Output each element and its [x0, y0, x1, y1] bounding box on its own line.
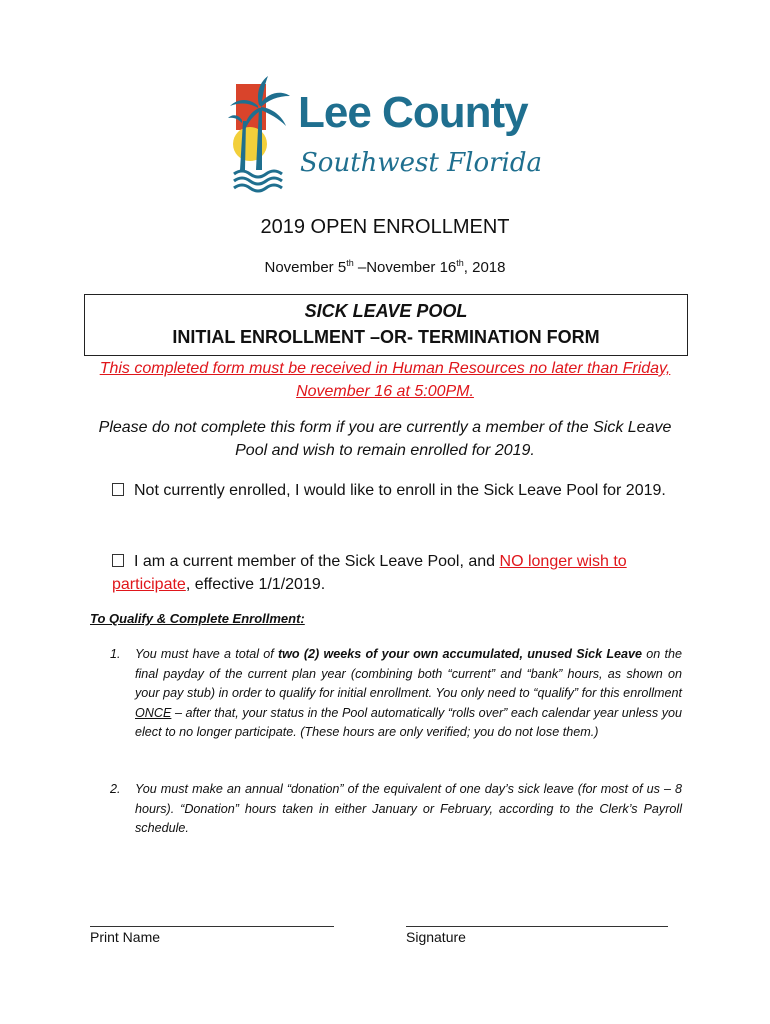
- option-enroll[interactable]: [112, 479, 684, 502]
- form-title-line2: INITIAL ENROLLMENT –OR- TERMINATION FORM: [172, 327, 600, 347]
- qualify-item-number: 1.: [110, 647, 121, 661]
- option-enroll-label: Not currently enrolled, I would like to enroll in the Sick Leave Pool for 2019.: [134, 482, 666, 499]
- logo-region-name: Southwest Florida: [300, 148, 542, 178]
- dates-end-suffix: th: [456, 258, 464, 268]
- signature-label: Signature: [406, 929, 466, 945]
- qualify-item-1-once: ONCE: [135, 705, 172, 720]
- qualify-heading: To Qualify & Complete Enrollment:: [90, 611, 305, 626]
- lee-county-logo: [228, 70, 548, 195]
- enrollment-dates: [0, 258, 770, 276]
- qualify-item-1-bold: two (2) weeks of your own accumulated, unused Sick Leave: [277, 647, 643, 661]
- print-name-label: Print Name: [90, 929, 161, 945]
- qualify-item-2: [112, 780, 682, 839]
- page-title: 2019 OPEN ENROLLMENT: [260, 216, 510, 238]
- qualify-item-1-text-c: – after that, your status in the Pool automatically “rolls over” each calendar year unless you elect to no longer participate. (These hours are only verified; you do not lose them.): [135, 705, 682, 739]
- do-not-complete-notice: Please do not complete this form if you are currently a member of the Sick Leave Pool and wish to remain enrolled for 2019.: [98, 419, 672, 459]
- dates-start: November 5: [264, 259, 347, 276]
- dates-start-suffix: th: [346, 258, 354, 268]
- dates-end: –November 16: [353, 259, 457, 276]
- signature-line[interactable]: [406, 926, 668, 927]
- palm-tree-sun-logo-icon: [228, 70, 308, 195]
- print-name-line[interactable]: [90, 926, 334, 927]
- qualify-item-number: 2.: [110, 782, 121, 796]
- qualify-item-1: [112, 645, 682, 743]
- qualify-item-1-text-b: on the final payday of the current plan year (combining both “current” and “bank” hours, as shown on your pay stub) in order to qualify for initial enrollment. You only need to “qualify” for this enrollment: [135, 647, 682, 700]
- option-terminate-label-a: I am a current member of the Sick Leave Pool, and: [134, 553, 500, 570]
- option-terminate-emphasis: NO longer wish to participate: [112, 553, 627, 593]
- qualify-item-2-text: You must make an annual “donation” of the equivalent of one day’s sick leave (for most of us – 8 hours). “Donation” hours taken in either January or February, according to the Clerk’s Payroll schedule.: [135, 782, 682, 835]
- dates-year: , 2018: [463, 259, 506, 276]
- deadline-notice: This completed form must be received in Human Resources no later than Friday, November 16 at 5:00PM.: [99, 360, 671, 400]
- form-title-box: [84, 294, 688, 356]
- qualify-item-1-text-a: You must have a total of: [135, 647, 278, 661]
- checkbox-terminate[interactable]: [112, 554, 124, 567]
- logo-county-name: Lee County: [298, 88, 528, 137]
- option-terminate-label-b: , effective 1/1/2019.: [185, 576, 326, 593]
- option-terminate[interactable]: [112, 550, 684, 596]
- form-title-line1: SICK LEAVE POOL: [304, 301, 468, 321]
- checkbox-enroll[interactable]: [112, 483, 124, 496]
